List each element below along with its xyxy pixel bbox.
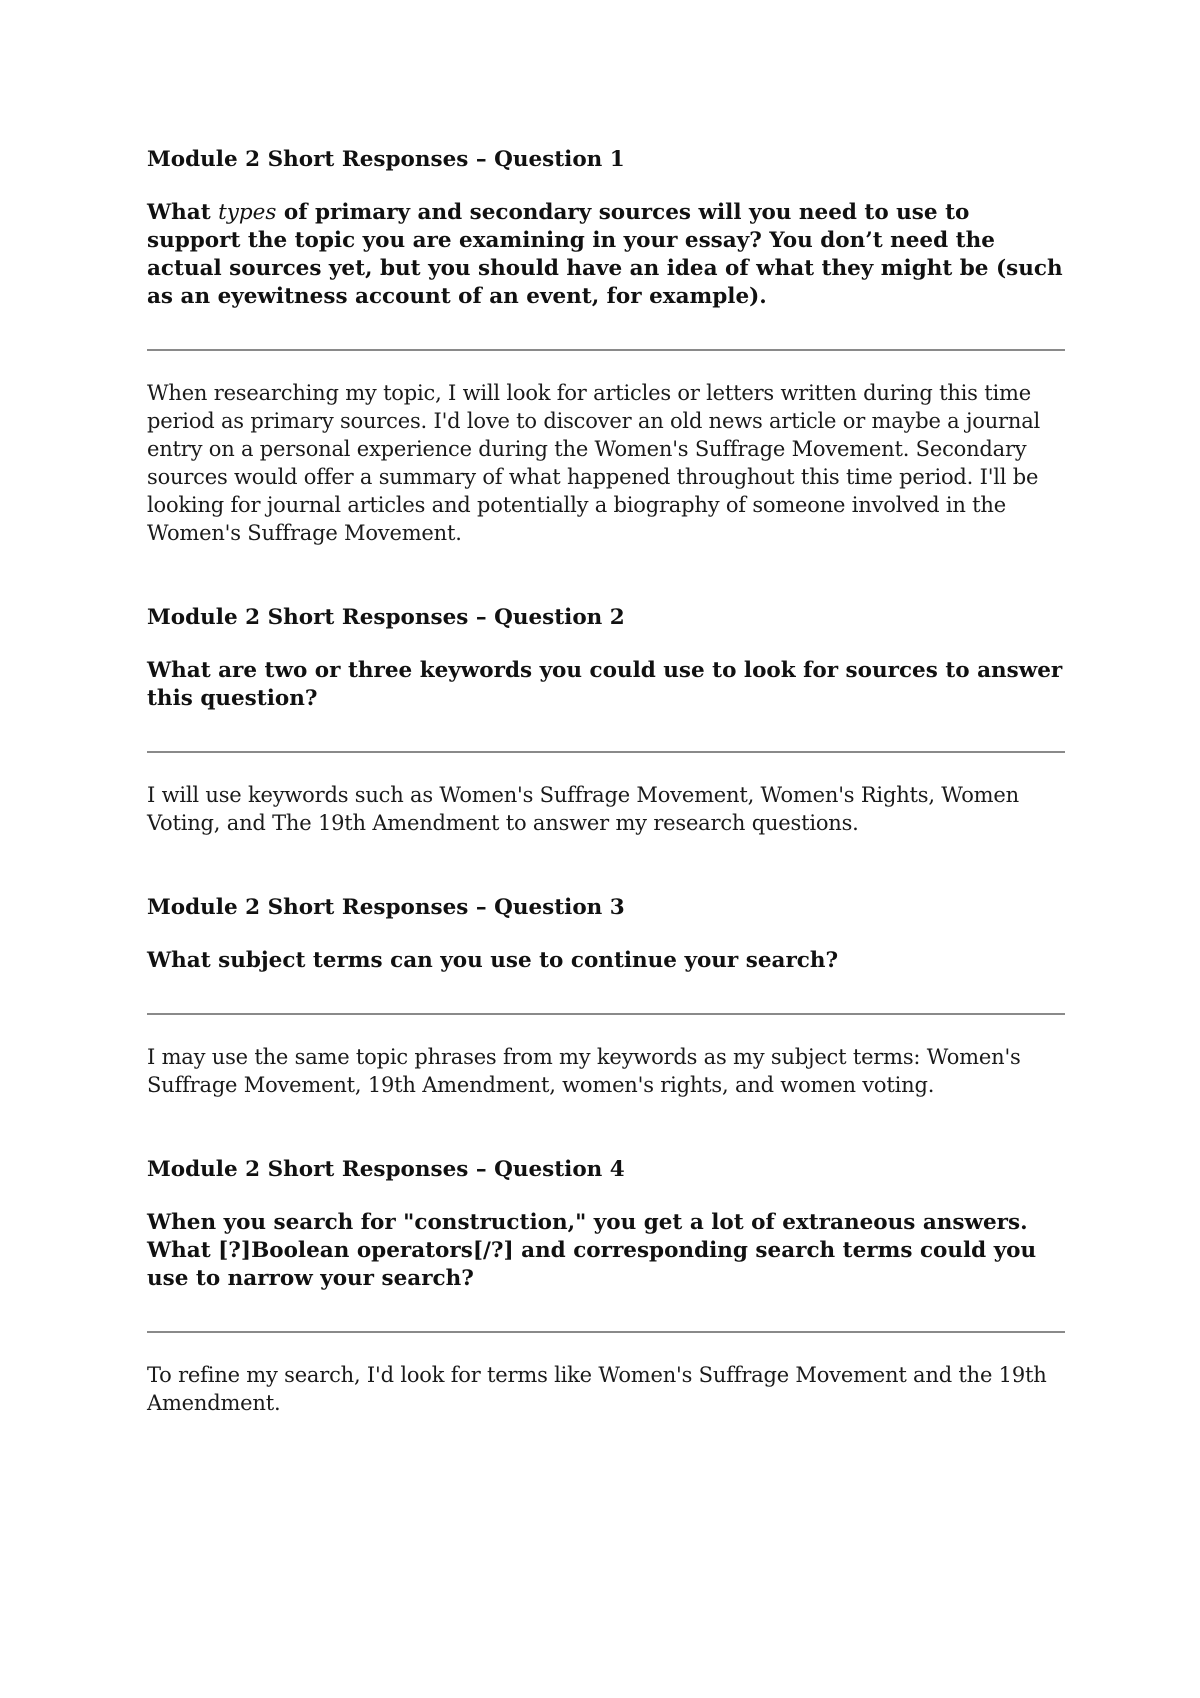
question-4-heading: Module 2 Short Responses – Question 4	[147, 1157, 625, 1182]
question-1-prompt-rest: of primary and secondary sources will you need to use to support the topic you are examining in your essay? You don’t need the actual sources yet, but you should have an idea of what they might be (such as an eyewitness account of an event, for example).	[147, 200, 1063, 309]
question-2-divider	[147, 751, 1065, 753]
question-4-answer: To refine my search, I'd look for terms like Women's Suffrage Movement and the 19th Amendment.	[147, 1363, 1047, 1415]
document-page	[147, 145, 1065, 1417]
section-spacer	[147, 837, 1065, 893]
question-3-divider	[147, 1013, 1065, 1015]
question-1-prompt-start: What	[147, 200, 219, 225]
section-spacer	[147, 547, 1065, 603]
question-2-answer: I will use keywords such as Women's Suffrage Movement, Women's Rights, Women Voting, and The 19th Amendment to answer my research questions.	[147, 783, 1019, 835]
question-2-section	[147, 603, 1065, 837]
section-spacer	[147, 1099, 1065, 1155]
question-3-prompt: What subject terms can you use to continue your search?	[147, 948, 839, 973]
question-1-answer: When researching my topic, I will look for articles or letters written during this time period as primary sources. I'd love to discover an old news article or maybe a journal entry on a personal experience during the Women's Suffrage Movement. Secondary sources would offer a summary of what happened throughout this time period. I'll be looking for journal articles and potentially a biography of someone involved in the Women's Suffrage Movement.	[147, 381, 1041, 545]
question-4-divider	[147, 1331, 1065, 1333]
question-3-section	[147, 893, 1065, 1099]
question-1-prompt-emphasis: types	[218, 200, 277, 225]
question-2-prompt: What are two or three keywords you could use to look for sources to answer this question?	[147, 658, 1063, 711]
question-1-heading: Module 2 Short Responses – Question 1	[147, 147, 625, 172]
question-4-section	[147, 1155, 1065, 1417]
question-2-heading: Module 2 Short Responses – Question 2	[147, 605, 625, 630]
question-1-prompt	[147, 199, 1065, 311]
question-3-heading: Module 2 Short Responses – Question 3	[147, 895, 625, 920]
question-1-section	[147, 145, 1065, 547]
question-1-divider	[147, 349, 1065, 351]
question-4-prompt: When you search for "construction," you get a lot of extraneous answers. What [?]Boolean operators[/?] and corresponding search terms could you use to narrow your search?	[147, 1210, 1037, 1291]
question-3-answer: I may use the same topic phrases from my keywords as my subject terms: Women's Suffrage Movement, 19th Amendment, women's rights, and women voting.	[147, 1045, 1021, 1097]
